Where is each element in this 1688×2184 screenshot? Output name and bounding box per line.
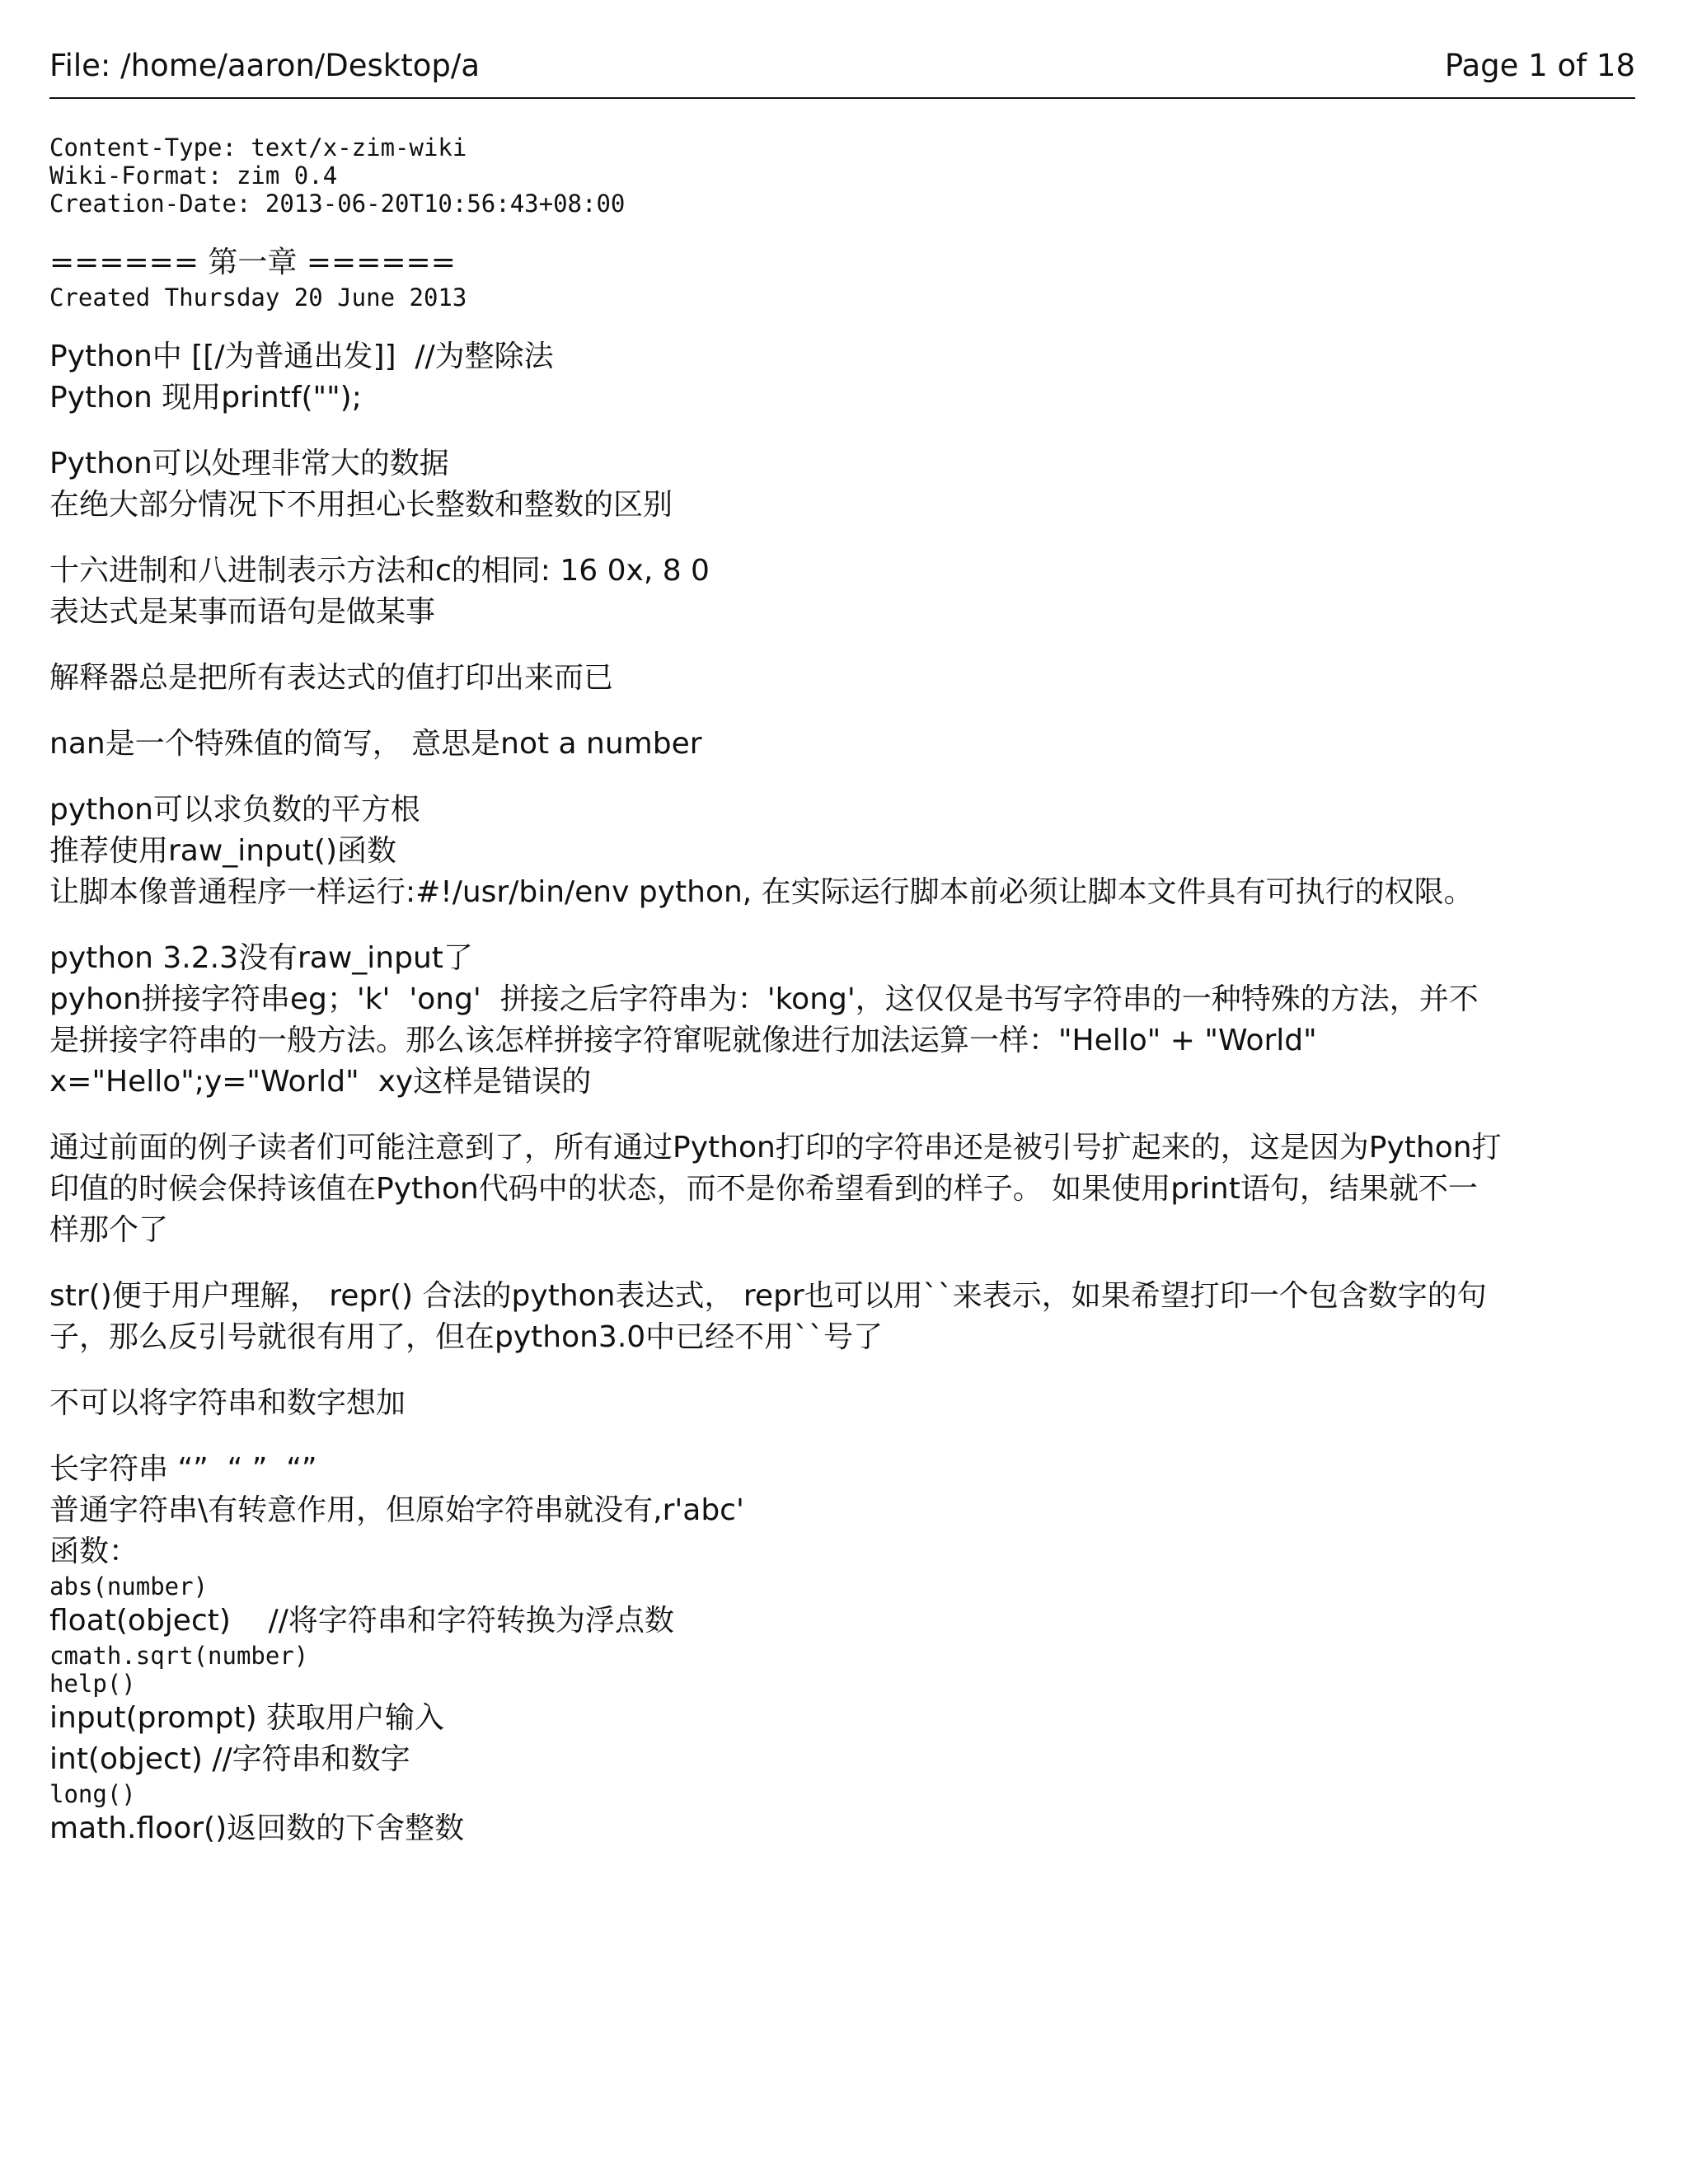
meta-creation-date: Creation-Date: 2013-06-20T10:56:43+08:00: [49, 190, 626, 218]
code-line: long(): [49, 1780, 136, 1808]
text-line: 表达式是某事而语句是做某事: [49, 595, 436, 629]
code-line: math.floor()返回数的下舍整数: [49, 1811, 465, 1845]
meta-wiki-format: Wiki-Format: zim 0.4: [49, 162, 338, 190]
meta-content-type: Content-Type: text/x-zim-wiki: [49, 134, 467, 162]
code-line: help(): [49, 1670, 136, 1698]
text-line: 通过前面的例子读者们可能注意到了，所有通过Python打印的字符串还是被引号扩起来的，这是因为Python打: [49, 1131, 1502, 1165]
text-line: 函数：: [49, 1535, 139, 1568]
print-header: [49, 43, 1635, 99]
text-line: python 3.2.3没有raw_input了: [49, 941, 473, 975]
document-page: [49, 43, 1635, 1849]
text-line: x="Hello";y="World" xy这样是错误的: [49, 1065, 592, 1099]
code-line: cmath.sqrt(number): [49, 1642, 309, 1670]
text-line: python可以求负数的平方根: [49, 793, 420, 827]
text-line: 普通字符串\有转意作用，但原始字符串就没有,r'abc': [49, 1493, 744, 1527]
text-line: 在绝大部分情况下不用担心长整数和整数的区别: [49, 488, 673, 522]
text-line: 印值的时候会保持该值在Python代码中的状态，而不是你希望看到的样子。 如果使用print语句，结果就不一: [49, 1172, 1478, 1206]
text-line: Python可以处理非常大的数据: [49, 447, 449, 480]
document-body: [49, 134, 1635, 1849]
text-line: 不可以将字符串和数字想加: [49, 1386, 406, 1420]
page-number: Page 1 of 18: [1444, 48, 1635, 83]
text-line: Python中 [[/为普通出发]] //为整除法: [49, 340, 554, 373]
code-line: abs(number): [49, 1572, 209, 1601]
text-line: pyhon拼接字符串eg；'k' 'ong' 拼接之后字符串为：'kong'，这仅仅是书写字符串的一种特殊的方法，并不: [49, 982, 1479, 1016]
text-line: str()便于用户理解， repr() 合法的python表达式， repr也可以用``来表示，如果希望打印一个包含数字的句: [49, 1279, 1487, 1313]
text-line: nan是一个特殊值的简写， 意思是not a number: [49, 727, 702, 761]
text-line: 样那个了: [49, 1213, 169, 1247]
text-line: 是拼接字符串的一般方法。那么该怎样拼接字符窜呢就像进行加法运算一样："Hello" + "World": [49, 1024, 1317, 1057]
chapter-heading: ====== 第一章 ======: [49, 246, 456, 279]
code-line: int(object) //字符串和数字: [49, 1742, 410, 1776]
text-line: 解释器总是把所有表达式的值打印出来而已: [49, 661, 614, 695]
text-line: Python 现用printf("");: [49, 381, 362, 415]
text-line: 子，那么反引号就很有用了，但在python3.0中已经不用``号了: [49, 1320, 884, 1354]
text-line: 十六进制和八进制表示方法和c的相同: 16 0x, 8 0: [49, 554, 710, 588]
text-line: 让脚本像普通程序一样运行:#!/usr/bin/env python, 在实际运行脚本前必须让脚本文件具有可执行的权限。: [49, 875, 1474, 909]
code-line: input(prompt) 获取用户输入: [49, 1701, 445, 1735]
code-line: float(object) //将字符串和字符转换为浮点数: [49, 1604, 674, 1638]
created-date: Created Thursday 20 June 2013: [49, 284, 467, 312]
text-line: 推荐使用raw_input()函数: [49, 834, 396, 868]
text-line: 长字符串 “” “ ” “”: [49, 1452, 317, 1486]
file-path: File: /home/aaron/Desktop/a: [49, 48, 480, 83]
